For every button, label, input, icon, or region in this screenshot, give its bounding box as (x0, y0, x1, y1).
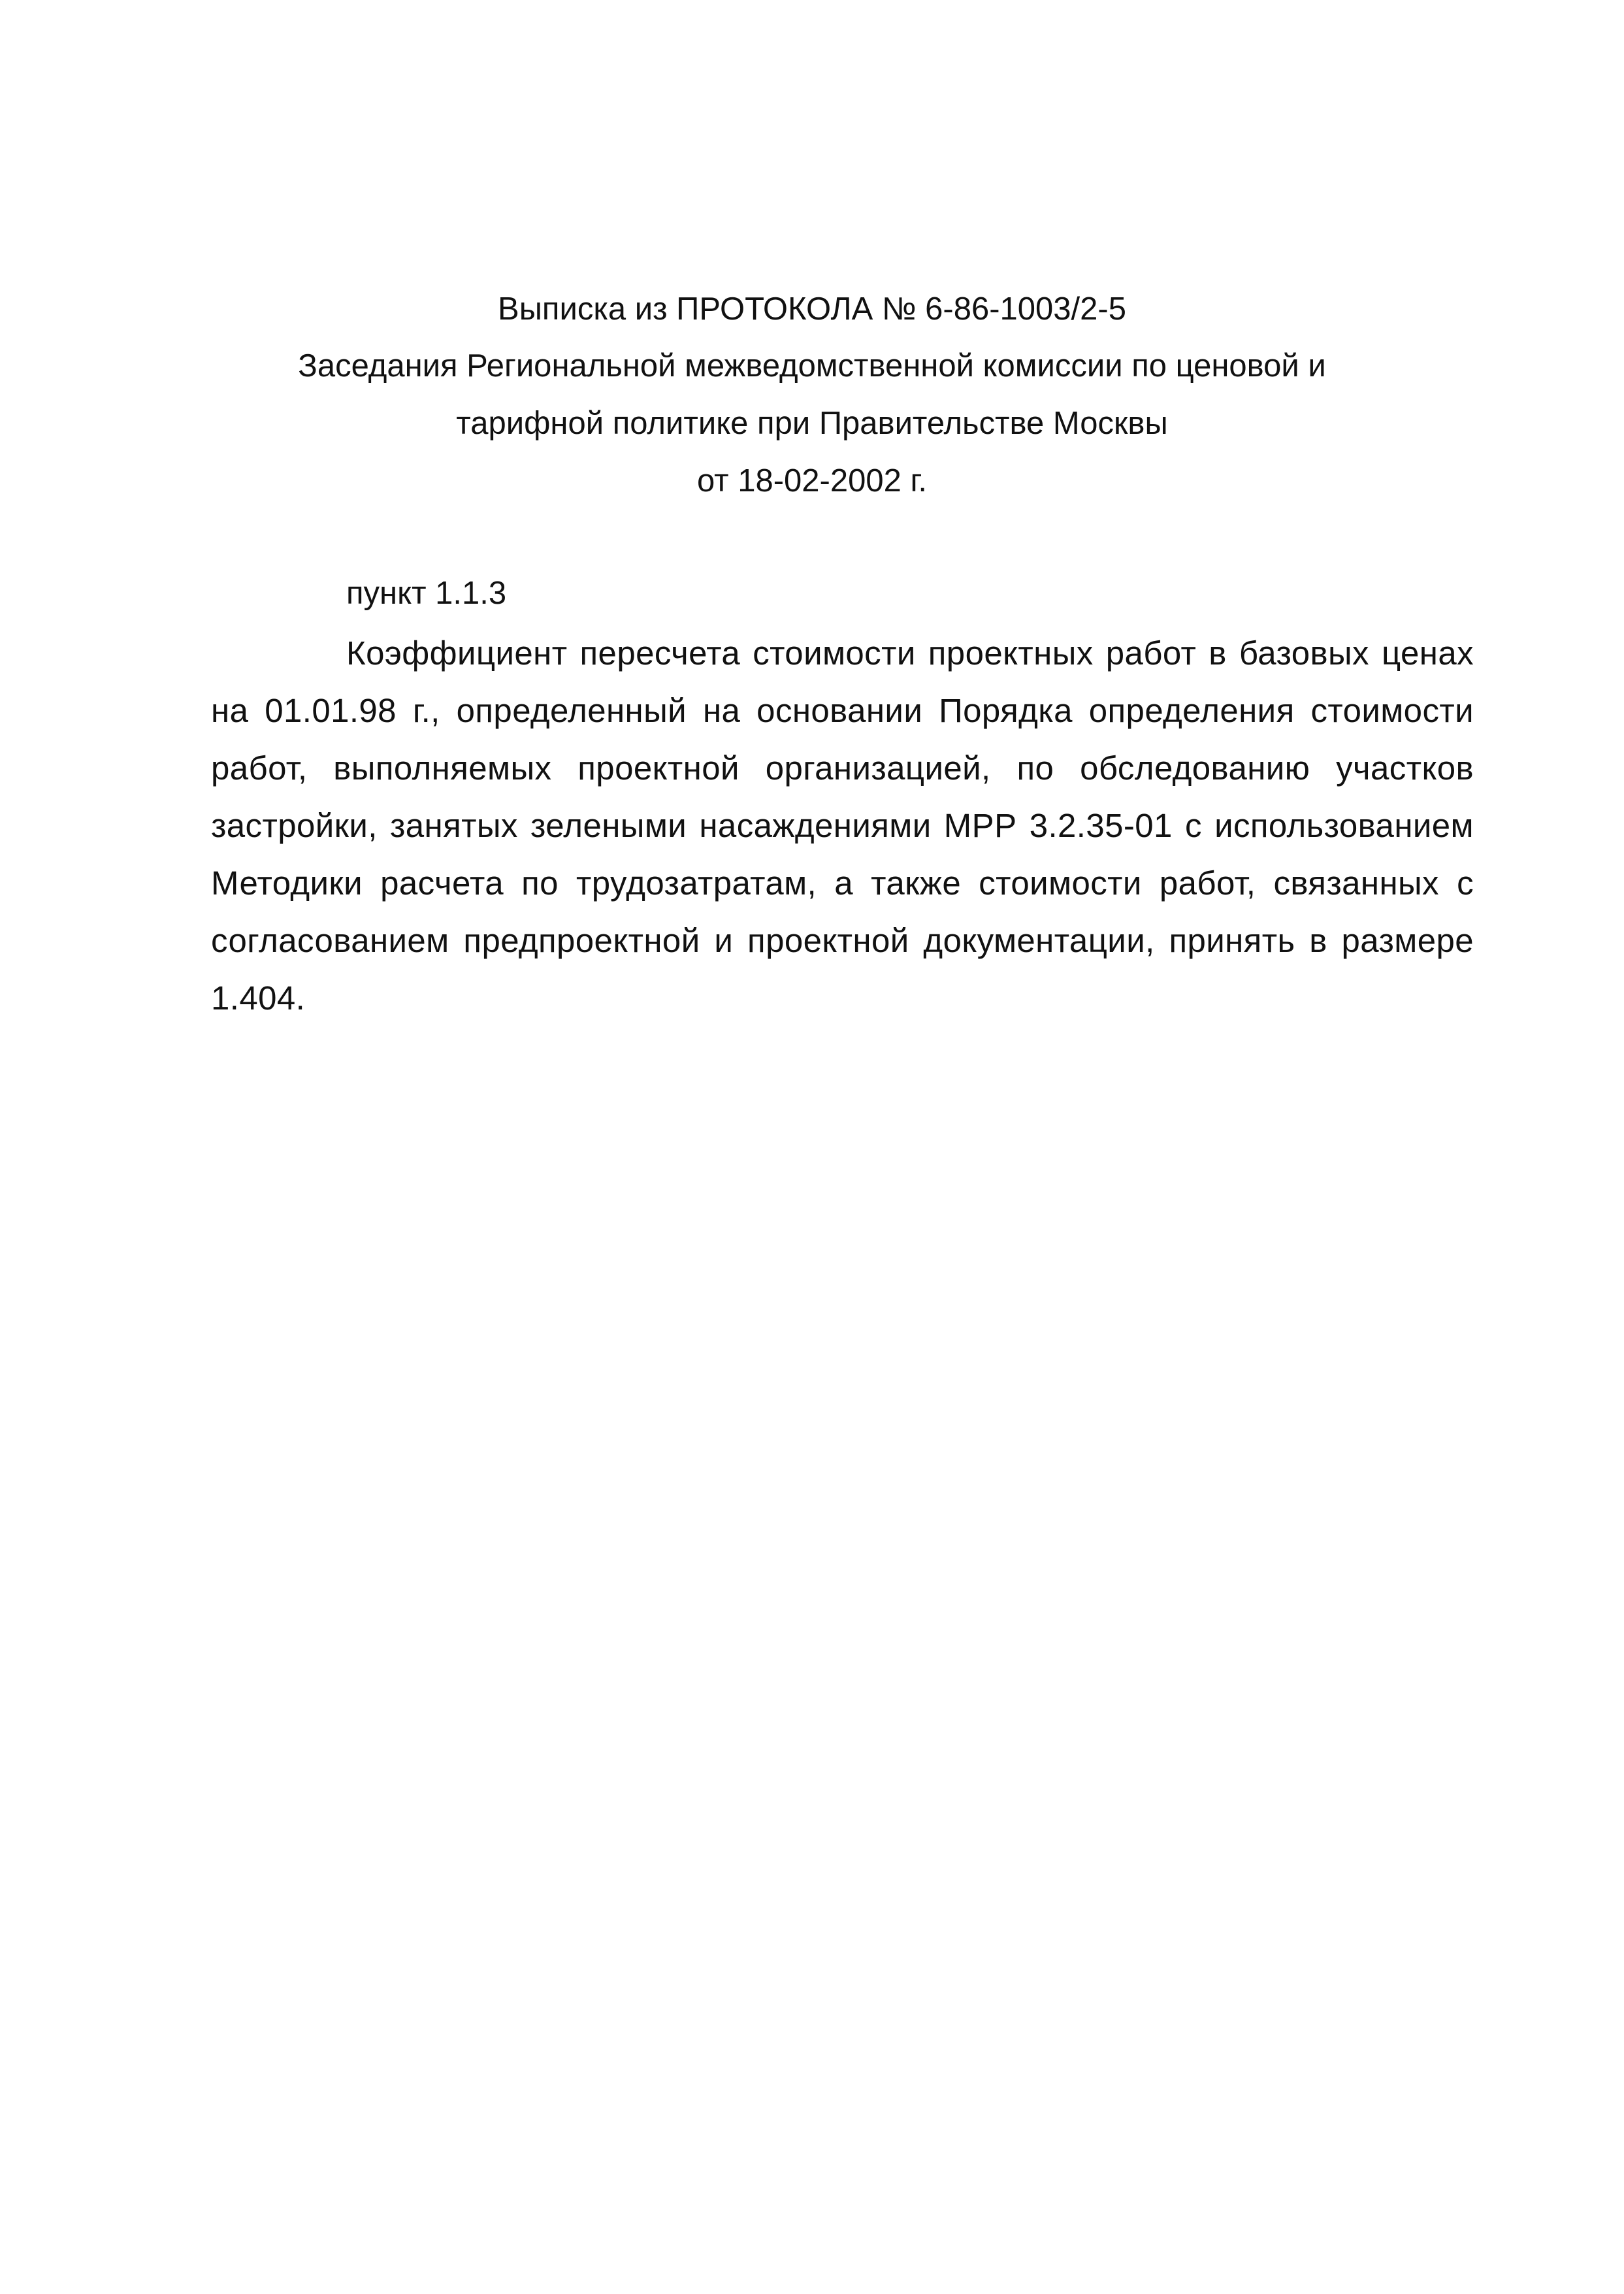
protocol-title: Выписка из ПРОТОКОЛА № 6-86-1003/2-5 (498, 291, 1126, 327)
meeting-title-line-1: Заседания Региональной межведомственной комиссии по ценовой и (298, 348, 1326, 384)
clause-body-text: Коэффициент пересчета стоимости проектных работ в базовых ценах на 01.01.98 г., определенный на основании Порядка определения стоимости работ, выполняемых проектной организацией, по обследованию участков застройки, занятых зелеными насаждениями МРР 3.2.35-01 с использованием Методики расчета по трудозатратам, а также стоимости работ, связанных с согласованием предпроектной и проектной документации, принять в размере 1.404. (211, 634, 1474, 1017)
protocol-date: от 18-02-2002 г. (697, 463, 927, 499)
meeting-title-line-2: тарифной политике при Правительстве Москвы (456, 406, 1168, 441)
clause-number: пункт 1.1.3 (346, 576, 507, 611)
